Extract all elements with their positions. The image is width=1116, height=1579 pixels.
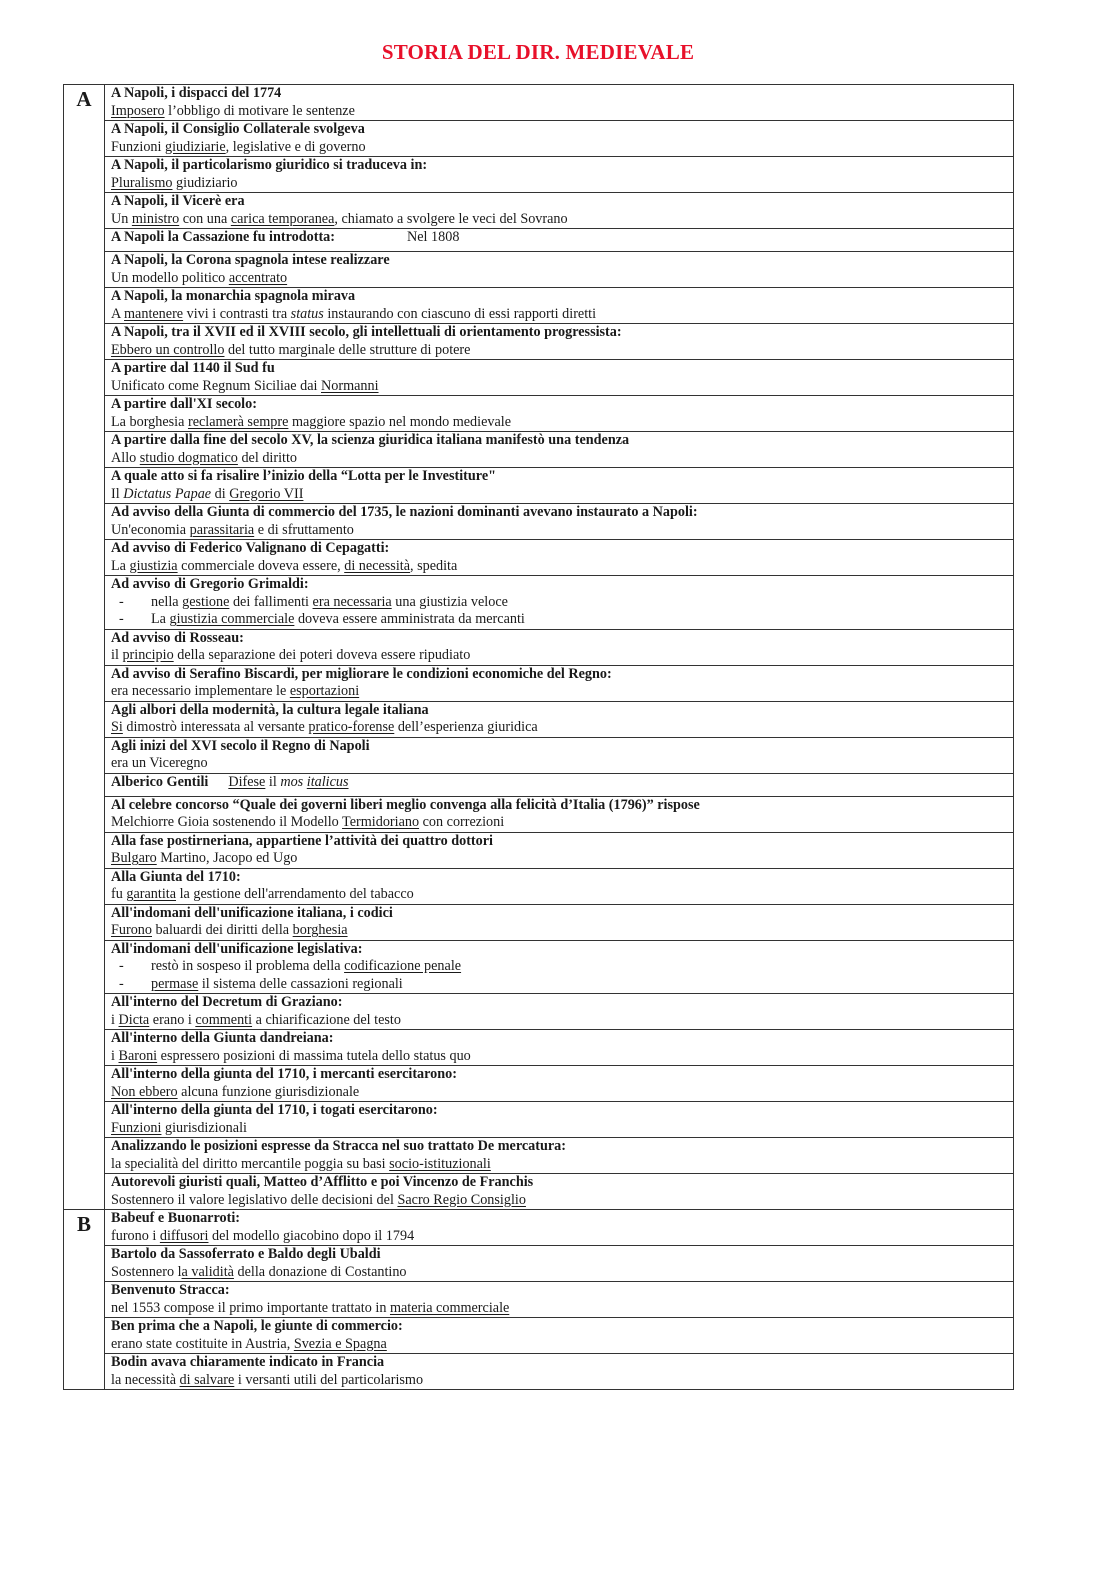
question: Agli inizi del XVI secolo il Regno di Napoli [111, 737, 370, 754]
table-row [64, 773, 1014, 796]
table-row [64, 1174, 1014, 1210]
qa-cell [105, 1354, 1014, 1390]
answer: Un'economia parassitaria e di sfruttamento [111, 521, 354, 538]
question: Ad avviso della Giunta di commercio del 1735, le nazioni dominanti avevano instaurato a Napoli: [111, 504, 698, 520]
answer: Funzioni giudiziarie, legislative e di governo [111, 138, 366, 155]
question: A Napoli, il Vicerè era [111, 193, 245, 209]
table-row [64, 1282, 1014, 1318]
question: All'interno della Giunta dandreiana: [111, 1030, 334, 1046]
table-row [64, 701, 1014, 737]
table-row [64, 832, 1014, 868]
qa-cell [105, 1246, 1014, 1282]
table-row [64, 432, 1014, 468]
answer: Sostennero il valore legislativo delle decisioni del Sacro Regio Consiglio [111, 1191, 526, 1208]
qa-cell [105, 665, 1014, 701]
question: All'indomani dell'unificazione legislativa: [111, 940, 363, 957]
bullet-item: - restò in sospeso il problema della codificazione penale [119, 958, 462, 974]
answer: furono i diffusori del modello giacobino dopo il 1794 [111, 1227, 415, 1244]
bullet-item: - La giustizia commerciale doveva essere amministrata da mercanti [119, 611, 525, 627]
question: A Napoli, la Corona spagnola intese realizzare [111, 252, 390, 268]
question: All'interno della giunta del 1710, i mercanti esercitarono: [111, 1066, 457, 1082]
table-row [64, 157, 1014, 193]
qa-cell [105, 540, 1014, 576]
question: A Napoli, i dispacci del 1774 [111, 85, 282, 101]
table-row [64, 665, 1014, 701]
qa-cell [105, 468, 1014, 504]
table-row [64, 468, 1014, 504]
question: Analizzando le posizioni espresse da Stracca nel suo trattato De mercatura: [111, 1138, 566, 1154]
answer: A mantenere vivi i contrasti tra status instaurando con ciascuno di essi rapporti diretti [111, 305, 597, 322]
question: A Napoli la Cassazione fu introdotta: [111, 229, 335, 245]
qa-cell [105, 701, 1014, 737]
qa-cell [105, 629, 1014, 665]
table-row [64, 940, 1014, 994]
answer: la necessità di salvare i versanti utili del particolarismo [111, 1371, 424, 1388]
qa-cell [105, 1138, 1014, 1174]
qa-cell [105, 1030, 1014, 1066]
answer: Un ministro con una carica temporanea, chiamato a svolgere le veci del Sovrano [111, 210, 568, 227]
question: A Napoli, il particolarismo giuridico si traduceva in: [111, 157, 428, 173]
qa-cell [105, 868, 1014, 904]
answer: Ebbero un controllo del tutto marginale delle strutture di potere [111, 341, 471, 358]
answer: Allo studio dogmatico del diritto [111, 449, 298, 466]
section-letter-a: A [64, 85, 105, 1210]
qa-cell [105, 288, 1014, 324]
answer: Funzioni giurisdizionali [111, 1119, 247, 1136]
qa-cell [105, 324, 1014, 360]
question: A partire dall'XI secolo: [111, 396, 257, 412]
question: Bartolo da Sassoferrato e Baldo degli Ubaldi [111, 1246, 381, 1262]
question: Alla Giunta del 1710: [111, 868, 241, 885]
table-row [64, 540, 1014, 576]
qa-cell [105, 1318, 1014, 1354]
question: A quale atto si fa risalire l’inizio della “Lotta per le Investiture" [111, 468, 497, 484]
table-row [64, 193, 1014, 229]
question: Ad avviso di Rosseau: [111, 629, 244, 646]
question: Alla fase postirneriana, appartiene l’attività dei quattro dottori [111, 832, 493, 849]
qa-cell [105, 252, 1014, 288]
table-row [64, 904, 1014, 940]
question: Agli albori della modernità, la cultura legale italiana [111, 701, 429, 718]
answer: nel 1553 compose il primo importante trattato in materia commerciale [111, 1299, 510, 1316]
question: All'interno del Decretum di Graziano: [111, 994, 343, 1010]
answer: il principio della separazione dei poteri doveva essere ripudiato [111, 647, 471, 663]
table-row [64, 396, 1014, 432]
question: A Napoli, la monarchia spagnola mirava [111, 288, 356, 304]
table-row [64, 1102, 1014, 1138]
table-row [64, 229, 1014, 252]
table-row [64, 252, 1014, 288]
table-row [64, 1318, 1014, 1354]
answer: La giustizia commerciale doveva essere, di necessità, spedita [111, 557, 458, 574]
answer: Non ebbero alcuna funzione giurisdizionale [111, 1083, 360, 1100]
qa-cell [105, 576, 1014, 630]
qa-table [63, 84, 1014, 1390]
question: Alberico Gentili [111, 773, 209, 790]
qa-cell [105, 1282, 1014, 1318]
table-row [64, 629, 1014, 665]
question: A Napoli, il Consiglio Collaterale svolgeva [111, 121, 365, 137]
table-row [64, 737, 1014, 773]
question: Autorevoli giuristi quali, Matteo d’Afflitto e poi Vincenzo de Franchis [111, 1174, 534, 1190]
table-row [64, 504, 1014, 540]
question: Benvenuto Stracca: [111, 1282, 230, 1298]
table-row [64, 868, 1014, 904]
qa-cell [105, 1102, 1014, 1138]
bullet-item: - nella gestione dei fallimenti era necessaria una giustizia veloce [119, 593, 508, 610]
answer: era necessario implementare le esportazioni [111, 683, 360, 699]
question: All'interno della giunta del 1710, i togati esercitarono: [111, 1102, 438, 1118]
table-row [64, 1354, 1014, 1390]
answer: Si dimostrò interessata al versante pratico-forense dell’esperienza giuridica [111, 719, 538, 735]
question: Al celebre concorso “Quale dei governi liberi meglio convenga alla felicità d’Italia (1796)” rispose [111, 796, 700, 813]
qa-cell [105, 121, 1014, 157]
qa-cell [105, 193, 1014, 229]
table-row [64, 1138, 1014, 1174]
answer: Pluralismo giudiziario [111, 174, 238, 191]
table-row [64, 1030, 1014, 1066]
table-row [64, 121, 1014, 157]
qa-cell [105, 1210, 1014, 1246]
table-row [64, 994, 1014, 1030]
bullet-item: - permase il sistema delle cassazioni regionali [119, 975, 403, 992]
table-row [64, 576, 1014, 630]
answer: Il Dictatus Papae di Gregorio VII [111, 485, 304, 502]
answer: fu garantita la gestione dell'arrendamento del tabacco [111, 886, 414, 902]
question: Ad avviso di Federico Valignano di Cepagatti: [111, 540, 390, 556]
qa-cell [105, 737, 1014, 773]
answer: Difese il mos italicus [228, 773, 349, 790]
qa-cell [105, 796, 1014, 832]
table-row [64, 324, 1014, 360]
question: A Napoli, tra il XVII ed il XVIII secolo, gli intellettuali di orientamento progressista: [111, 324, 622, 340]
table-row [64, 1210, 1014, 1246]
answer: Unificato come Regnum Siciliae dai Normanni [111, 377, 379, 394]
table-row [64, 360, 1014, 396]
qa-cell [105, 940, 1014, 994]
question: Ad avviso di Serafino Biscardi, per migliorare le condizioni economiche del Regno: [111, 665, 612, 682]
question: A partire dalla fine del secolo XV, la scienza giuridica italiana manifestò una tendenza [111, 432, 630, 448]
answer: i Dicta erano i commenti a chiarificazione del testo [111, 1011, 401, 1028]
table-row [64, 1066, 1014, 1102]
qa-cell [105, 360, 1014, 396]
qa-cell [105, 229, 1014, 252]
answer: Un modello politico accentrato [111, 269, 288, 286]
question: Bodin avava chiaramente indicato in Francia [111, 1354, 385, 1370]
qa-cell [105, 157, 1014, 193]
document-title: STORIA DEL DIR. MEDIEVALE [381, 40, 695, 64]
answer: La borghesia reclamerà sempre maggiore spazio nel mondo medievale [111, 413, 512, 430]
question: Ad avviso di Gregorio Grimaldi: [111, 576, 309, 592]
answer: Nel 1808 [407, 229, 460, 245]
answer: erano state costituite in Austria, Svezia e Spagna [111, 1335, 387, 1352]
answer: Bulgaro Martino, Jacopo ed Ugo [111, 850, 298, 866]
question: Ben prima che a Napoli, le giunte di commercio: [111, 1318, 403, 1334]
table-row [64, 288, 1014, 324]
section-letter-b: B [64, 1210, 105, 1390]
qa-cell [105, 904, 1014, 940]
qa-cell [105, 832, 1014, 868]
answer: i Baroni espressero posizioni di massima tutela dello status quo [111, 1047, 471, 1064]
table-row [64, 796, 1014, 832]
answer: Imposero l’obbligo di motivare le sentenze [111, 102, 355, 119]
qa-cell [105, 396, 1014, 432]
qa-cell [105, 994, 1014, 1030]
qa-cell [105, 1066, 1014, 1102]
qa-cell [105, 773, 1014, 796]
question: Babeuf e Buonarroti: [111, 1210, 241, 1226]
qa-cell [105, 504, 1014, 540]
qa-cell [105, 432, 1014, 468]
table-row [64, 1246, 1014, 1282]
answer: Sostennero la validità della donazione di Costantino [111, 1263, 407, 1280]
qa-cell [105, 85, 1014, 121]
answer: la specialità del diritto mercantile poggia su basi socio-istituzionali [111, 1155, 491, 1172]
answer: era un Viceregno [111, 755, 208, 771]
table-row [64, 85, 1014, 121]
question: A partire dal 1140 il Sud fu [111, 360, 275, 376]
qa-cell [105, 1174, 1014, 1210]
answer: Melchiorre Gioia sostenendo il Modello Termidoriano con correzioni [111, 814, 505, 830]
question: All'indomani dell'unificazione italiana, i codici [111, 904, 393, 921]
answer: Furono baluardi dei diritti della borghesia [111, 922, 348, 938]
